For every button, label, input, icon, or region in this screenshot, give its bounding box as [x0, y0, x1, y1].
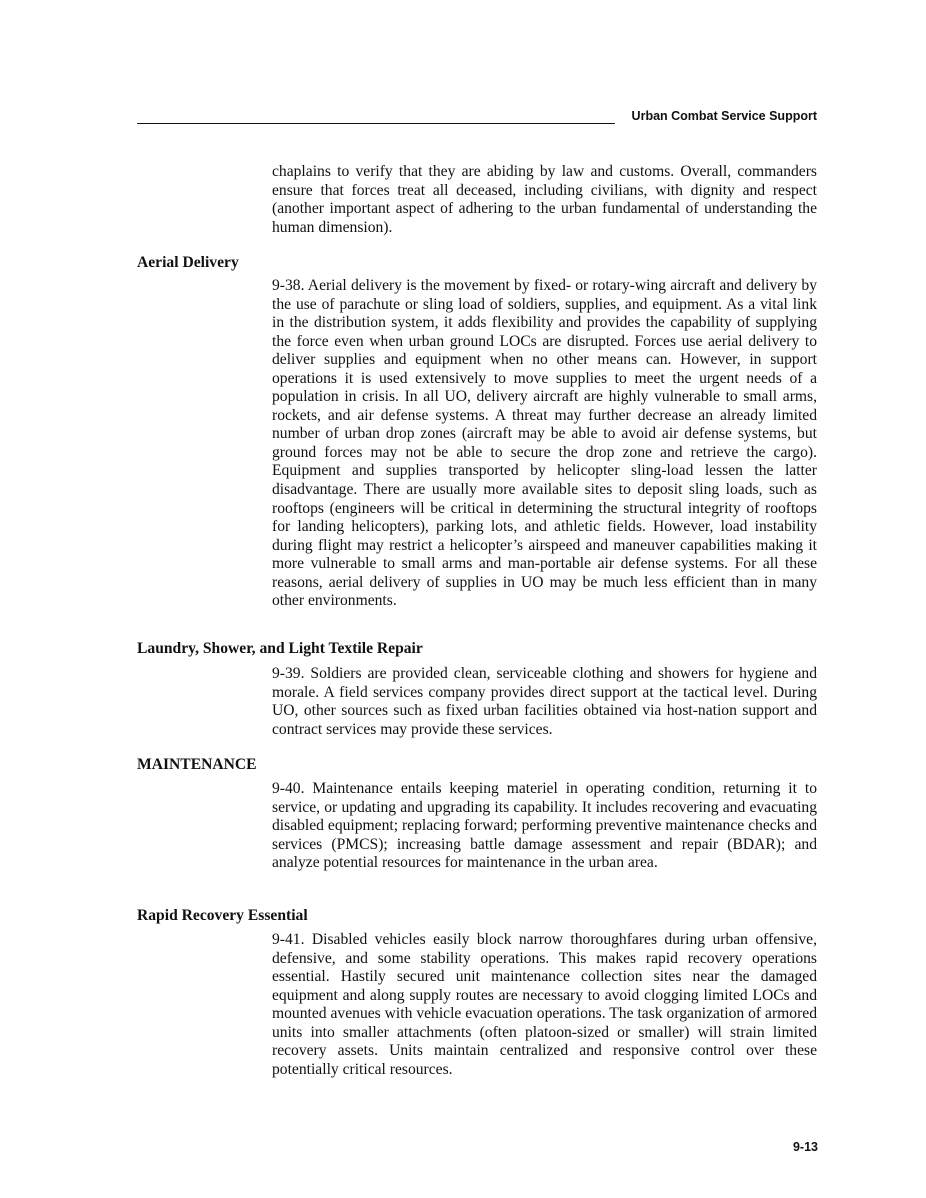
- page-number: 9-13: [792, 1140, 818, 1154]
- paragraph-9-40: 9-40. Maintenance entails keeping materiel in operating condition, returning it to service, or updating and upgrading its capability. It includes recovering and evacuating disabled equipment; replacing forward; performing preventive maintenance checks and services (PMCS); increasing battle damage assessment and repair (BDAR); and analyze potential resources for maintenance in the urban area.: [272, 780, 817, 872]
- section-heading-maintenance: MAINTENANCE: [137, 756, 257, 773]
- paragraph-9-39: 9-39. Soldiers are provided clean, serviceable clothing and showers for hygiene and morale. A field services company provides direct support at the tactical level. During UO, other sources such as fixed urban facilities obtained via host-nation support and contract services may provide these services.: [272, 665, 817, 738]
- paragraph-9-41: 9-41. Disabled vehicles easily block narrow thoroughfares during urban offensive, defensive, and some stability operations. This makes rapid recovery operations essential. Hastily secured unit maintenance collection sites near the damaged equipment and along supply routes are necessary to avoid clogging limited LOCs and mounted avenues with vehicle evacuation operations. The task organization of armored units into smaller attachments (often platoon-sized or smaller) will strain limited recovery assets. Units maintain centralized and responsive control over these potentially critical resources.: [272, 931, 817, 1078]
- header-title: Urban Combat Service Support: [631, 109, 817, 123]
- section-heading-rapid-recovery: Rapid Recovery Essential: [137, 907, 308, 924]
- header-rule: [137, 123, 615, 124]
- intro-paragraph: chaplains to verify that they are abiding by law and customs. Overall, commanders ensure that forces treat all deceased, including civilians, with dignity and respect (another important aspect of adhering to the urban fundamental of understanding the human dimension).: [272, 163, 817, 236]
- section-heading-laundry-shower: Laundry, Shower, and Light Textile Repair: [137, 640, 423, 657]
- section-heading-aerial-delivery: Aerial Delivery: [137, 254, 239, 271]
- paragraph-9-38: 9-38. Aerial delivery is the movement by fixed- or rotary-wing aircraft and delivery by the use of parachute or sling load of soldiers, supplies, and equipment. As a vital link in the distribution system, it adds flexibility and provides the capability of supplying the force even when urban ground LOCs are disrupted. Forces use aerial delivery to deliver supplies and equipment when no other means can. However, in support operations it is used extensively to move supplies to meet the urgent needs of a population in crisis. In all UO, delivery aircraft are highly vulnerable to small arms, rockets, and air defense systems. A threat may further decrease an already limited number of urban drop zones (aircraft may be able to avoid air defense systems, but ground forces may not be able to secure the drop zone and retrieve the cargo). Equipment and supplies transported by helicopter sling-load lessen the latter disadvantage. There are usually more available sites to deposit sling loads, such as rooftops (engineers will be critical in determining the structural integrity of rooftops for landing helicopters), parking lots, and athletic fields. However, load instability during flight may restrict a helicopter’s airspeed and maneuver capabilities making it more vulnerable to small arms and man-portable air defense systems. For all these reasons, aerial delivery of supplies in UO may be much less efficient than in many other environments.: [272, 277, 817, 610]
